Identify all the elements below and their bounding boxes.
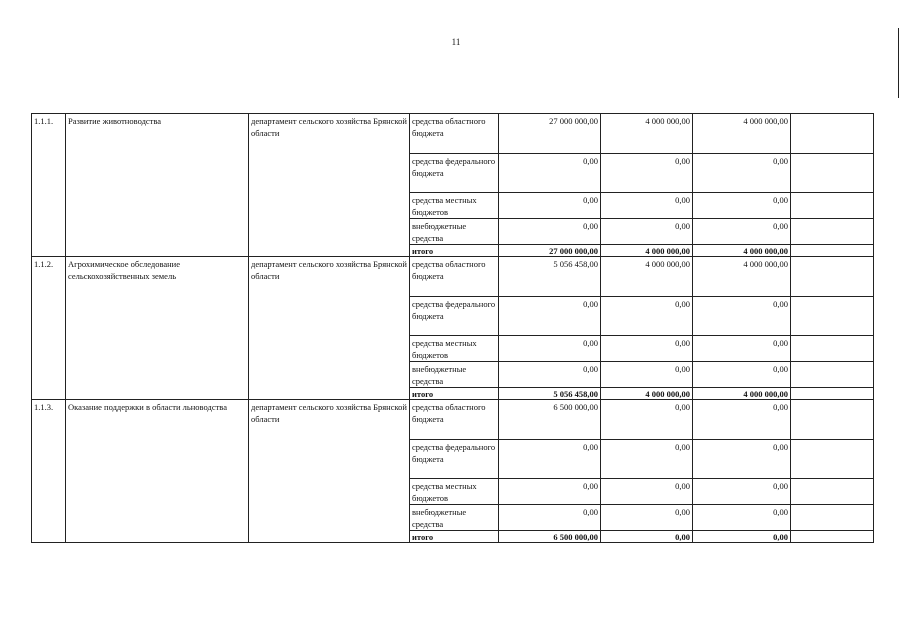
total-amount: 0,00 [601, 531, 693, 543]
total-amount: 5 056 458,00 [499, 388, 601, 400]
funding-source-label: средства местных бюджетов [410, 479, 499, 505]
funding-amount [791, 505, 874, 531]
funding-amount: 0,00 [693, 193, 791, 219]
funding-amount [791, 362, 874, 388]
funding-amount [791, 400, 874, 440]
funding-amount: 0,00 [499, 505, 601, 531]
funding-amount: 0,00 [499, 219, 601, 245]
total-amount: 4 000 000,00 [601, 245, 693, 257]
funding-amount: 6 500 000,00 [499, 400, 601, 440]
funding-amount: 4 000 000,00 [693, 114, 791, 154]
funding-source-row [32, 400, 874, 440]
funding-amount: 0,00 [499, 297, 601, 336]
funding-amount: 0,00 [601, 297, 693, 336]
measure-code: 1.1.1. [32, 114, 66, 257]
responsible-executor: департамент сельского хозяйства Брянской области [249, 400, 410, 543]
measure-name: Агрохимическое обследование сельскохозяйственных земель [66, 257, 249, 400]
funding-source-label: средства федерального бюджета [410, 440, 499, 479]
measure-name: Оказание поддержки в области льноводства [66, 400, 249, 543]
funding-amount [791, 257, 874, 297]
funding-amount [791, 297, 874, 336]
funding-source-label: средства областного бюджета [410, 400, 499, 440]
funding-amount: 0,00 [693, 297, 791, 336]
budget-table [31, 113, 874, 543]
funding-amount [791, 219, 874, 245]
measure-code: 1.1.2. [32, 257, 66, 400]
funding-amount: 4 000 000,00 [693, 257, 791, 297]
total-amount: 4 000 000,00 [693, 388, 791, 400]
funding-source-label: внебюджетные средства [410, 505, 499, 531]
funding-source-label: средства федерального бюджета [410, 154, 499, 193]
funding-amount [791, 479, 874, 505]
total-amount: 4 000 000,00 [601, 388, 693, 400]
total-amount [791, 531, 874, 543]
funding-source-row [32, 114, 874, 154]
funding-amount: 0,00 [499, 336, 601, 362]
funding-amount: 0,00 [693, 219, 791, 245]
funding-amount: 5 056 458,00 [499, 257, 601, 297]
funding-source-label: средства местных бюджетов [410, 193, 499, 219]
total-label: итого [410, 388, 499, 400]
funding-amount: 0,00 [601, 336, 693, 362]
total-amount: 6 500 000,00 [499, 531, 601, 543]
funding-amount: 27 000 000,00 [499, 114, 601, 154]
funding-amount [791, 114, 874, 154]
budget-table-body [32, 114, 874, 543]
funding-amount: 4 000 000,00 [601, 114, 693, 154]
scan-edge-mark [898, 28, 899, 98]
funding-amount: 0,00 [499, 193, 601, 219]
total-amount: 0,00 [693, 531, 791, 543]
funding-amount: 0,00 [499, 440, 601, 479]
total-amount [791, 388, 874, 400]
measure-code: 1.1.3. [32, 400, 66, 543]
funding-amount: 0,00 [693, 505, 791, 531]
responsible-executor: департамент сельского хозяйства Брянской области [249, 114, 410, 257]
funding-source-label: средства областного бюджета [410, 257, 499, 297]
funding-source-label: средства местных бюджетов [410, 336, 499, 362]
funding-amount: 0,00 [499, 154, 601, 193]
total-label: итого [410, 531, 499, 543]
funding-amount: 0,00 [601, 193, 693, 219]
funding-amount: 0,00 [601, 505, 693, 531]
total-amount: 27 000 000,00 [499, 245, 601, 257]
funding-source-label: внебюджетные средства [410, 219, 499, 245]
funding-source-label: средства федерального бюджета [410, 297, 499, 336]
funding-amount: 0,00 [601, 440, 693, 479]
page-number: 11 [451, 37, 461, 47]
funding-amount: 0,00 [693, 400, 791, 440]
funding-amount [791, 440, 874, 479]
funding-amount: 0,00 [693, 479, 791, 505]
funding-amount [791, 193, 874, 219]
funding-amount: 0,00 [499, 479, 601, 505]
responsible-executor: департамент сельского хозяйства Брянской области [249, 257, 410, 400]
funding-amount: 0,00 [693, 440, 791, 479]
total-amount [791, 245, 874, 257]
funding-source-label: внебюджетные средства [410, 362, 499, 388]
funding-amount: 0,00 [693, 154, 791, 193]
funding-amount: 0,00 [499, 362, 601, 388]
funding-amount: 0,00 [601, 362, 693, 388]
funding-amount: 0,00 [601, 154, 693, 193]
funding-amount: 0,00 [693, 336, 791, 362]
measure-name: Развитие животноводства [66, 114, 249, 257]
funding-source-label: средства областного бюджета [410, 114, 499, 154]
funding-amount: 0,00 [601, 219, 693, 245]
funding-amount: 0,00 [601, 479, 693, 505]
funding-source-row [32, 257, 874, 297]
total-amount: 4 000 000,00 [693, 245, 791, 257]
funding-amount: 4 000 000,00 [601, 257, 693, 297]
funding-amount [791, 336, 874, 362]
total-label: итого [410, 245, 499, 257]
funding-amount: 0,00 [693, 362, 791, 388]
funding-amount [791, 154, 874, 193]
funding-amount: 0,00 [601, 400, 693, 440]
